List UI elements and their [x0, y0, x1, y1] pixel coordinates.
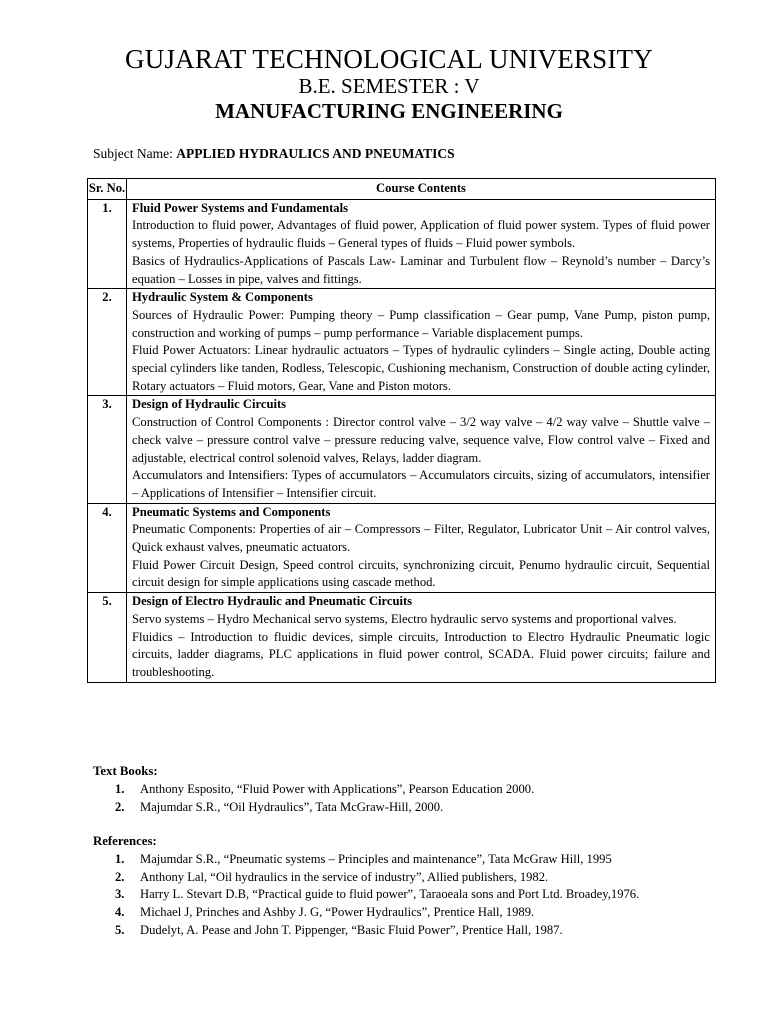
item-number: 5. — [115, 922, 125, 937]
row-number: 5. — [88, 593, 127, 683]
topic-paragraph: Accumulators and Intensifiers: Types of accumulators – Accumulators circuits, sizing of accumulators, intensifier – Applications of Intensifier – Intensifier circuit. — [132, 468, 710, 500]
table-row — [88, 593, 716, 683]
list-item — [93, 922, 693, 940]
table-row — [88, 396, 716, 503]
list-item — [93, 799, 693, 817]
row-number: 4. — [88, 503, 127, 593]
sr-no-header: Sr. No. — [88, 179, 127, 200]
item-text: Dudelyt, A. Pease and John T. Pippenger, “Basic Fluid Power”, Prentice Hall, 1987. — [140, 922, 563, 937]
table-row — [88, 503, 716, 593]
topic-paragraph: Sources of Hydraulic Power: Pumping theory – Pump classification – Gear pump, Vane Pump, piston pump, construction and working of pumps – pump performance – Variable displacement pumps. — [132, 307, 710, 340]
university-title: GUJARAT TECHNOLOGICAL UNIVERSITY — [125, 44, 653, 74]
topic-paragraph: Introduction to fluid power, Advantages of fluid power, Application of fluid power system. Types of fluid power systems, Properties of hydraulic fluids – General types of fluids – Fluid power symbols. — [132, 218, 710, 251]
subject-label: Subject Name: — [93, 146, 177, 161]
topic-title: Design of Electro Hydraulic and Pneumatic Circuits — [132, 594, 413, 609]
row-number: 1. — [88, 199, 127, 289]
list-item — [93, 886, 693, 904]
row-content — [127, 396, 716, 503]
row-number: 3. — [88, 396, 127, 503]
topic-paragraph: Basics of Hydraulics-Applications of Pascals Law- Laminar and Turbulent flow – Reynold’s number – Darcy’s equation – Losses in pipe, valves and fittings. — [132, 253, 710, 286]
item-text: Harry L. Stevart D.B, “Practical guide to fluid power”, Taraoeala sons and Port Ltd. Broadey,1976. — [140, 887, 640, 902]
list-item — [93, 781, 693, 799]
table-header-row — [88, 179, 716, 200]
item-number: 2. — [115, 799, 125, 814]
textbooks-heading: Text Books: — [93, 764, 158, 778]
row-content — [127, 593, 716, 683]
topic-title: Fluid Power Systems and Fundamentals — [132, 200, 348, 215]
topic-paragraph: Construction of Control Components : Director control valve – 3/2 way valve – 4/2 way valve – Shuttle valve – check valve – pressure control valve – pressure reducing valve, sequence valve, Flow control valve – Fixed and adjustable, electrical control solenoid valves, Relays, ladder diagram. — [132, 415, 710, 465]
row-number: 2. — [88, 289, 127, 396]
item-number: 1. — [115, 852, 125, 866]
subject-line — [93, 146, 455, 162]
item-text: Majumdar S.R., “Pneumatic systems – Principles and maintenance”, Tata McGraw Hill, 1995 — [140, 852, 612, 866]
textbooks-list — [93, 781, 693, 816]
item-text: Anthony Lal, “Oil hydraulics in the service of industry”, Allied publishers, 1982. — [140, 869, 549, 884]
references-list — [93, 851, 693, 940]
list-item — [93, 851, 693, 869]
topic-paragraph: Servo systems – Hydro Mechanical servo systems, Electro hydraulic servo systems and proportional valves. — [132, 611, 677, 626]
course-contents-header: Course Contents — [127, 179, 716, 200]
row-content — [127, 503, 716, 593]
subject-name: APPLIED HYDRAULICS AND PNEUMATICS — [176, 146, 455, 161]
item-text: Majumdar S.R., “Oil Hydraulics”, Tata McGraw-Hill, 2000. — [140, 799, 444, 814]
topic-title: Pneumatic Systems and Components — [132, 504, 331, 519]
row-content — [127, 289, 716, 396]
semester-title: B.E. SEMESTER : V — [298, 74, 480, 98]
topic-paragraph: Fluid Power Actuators: Linear hydraulic actuators – Types of hydraulic cylinders – Single acting, Double acting special cylinders like tanden, Rodless, Telescopic, Cushioning mechanism, Construction of double acting cylinder, Rotary actuators – Fluid motors, Gear, Vane and Piston motors. — [132, 343, 710, 393]
row-content — [127, 199, 716, 289]
item-number: 1. — [115, 782, 125, 796]
course-contents-table — [87, 178, 716, 683]
item-number: 2. — [115, 869, 125, 884]
item-text: Anthony Esposito, “Fluid Power with Applications”, Pearson Education 2000. — [140, 782, 535, 796]
topic-title: Hydraulic System & Components — [132, 290, 313, 305]
table-row — [88, 199, 716, 289]
topic-paragraph: Pneumatic Components: Properties of air – Compressors – Filter, Regulator, Lubricator Unit – Air control valves, Quick exhaust valves, pneumatic actuators. — [132, 522, 710, 555]
list-item — [93, 869, 693, 887]
item-number: 3. — [115, 887, 125, 902]
references-heading: References: — [93, 834, 157, 848]
item-number: 4. — [115, 905, 125, 920]
topic-paragraph: Fluidics – Introduction to fluidic devices, simple circuits, Introduction to Electro Hydraulic Pneumatic logic circuits, ladder diagrams, PLC applications in fluid power control, SCADA. Fluid power circuits; failure and troubleshooting. — [132, 629, 710, 679]
topic-paragraph: Fluid Power Circuit Design, Speed control circuits, synchronizing circuit, Penumo hydraulic circuit, Sequential circuit design for simple applications using cascade method. — [132, 557, 710, 590]
table-row — [88, 289, 716, 396]
branch-title: MANUFACTURING ENGINEERING — [215, 99, 563, 123]
item-text: Michael J, Prinches and Ashby J. G, “Power Hydraulics”, Prentice Hall, 1989. — [140, 905, 535, 920]
topic-title: Design of Hydraulic Circuits — [132, 397, 287, 412]
list-item — [93, 904, 693, 922]
